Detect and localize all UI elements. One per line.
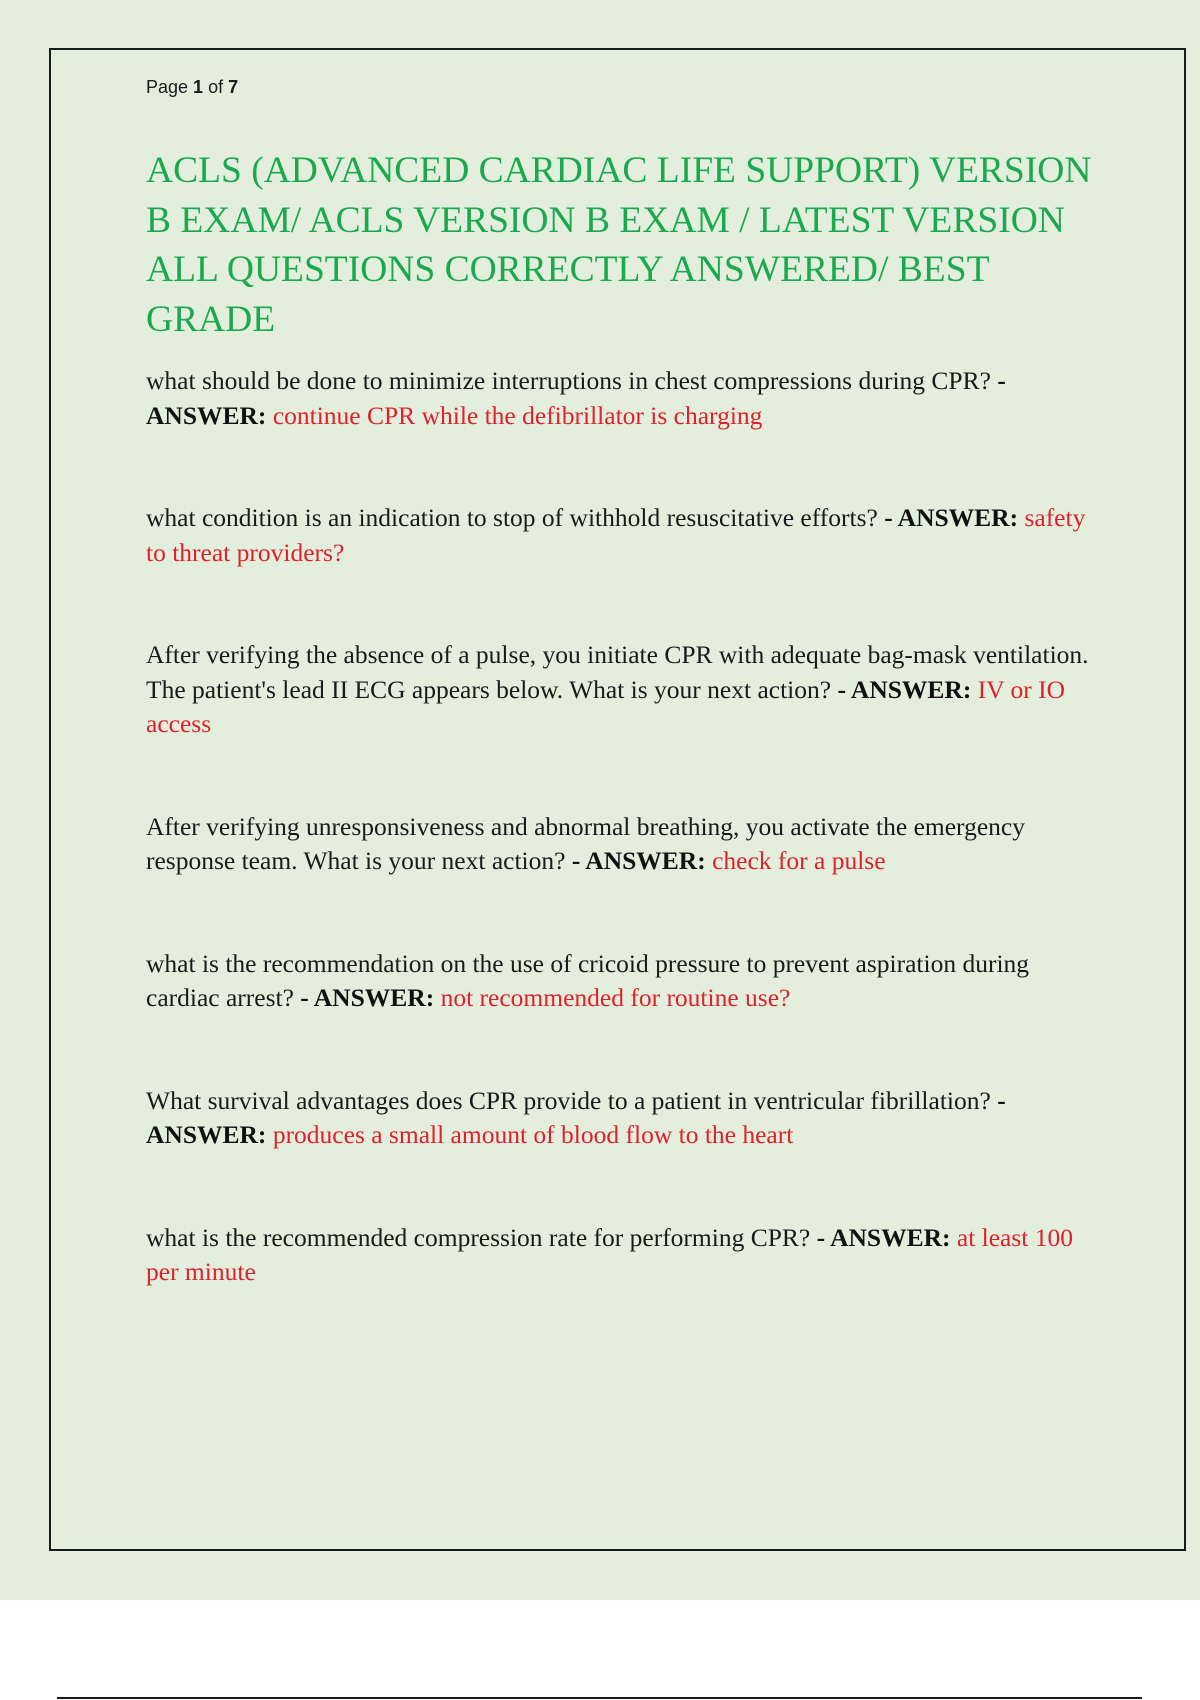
question-text: what is the recommendation on the use of cricoid pressure to prevent aspiration during cardiac arrest?: [146, 948, 1030, 1012]
question-text: After verifying unresponsiveness and abnormal breathing, you activate the emergency response team. What is your next action?: [146, 811, 1025, 875]
question-item: [146, 638, 1091, 742]
question-item: [146, 501, 1091, 570]
page-number-total: 7: [228, 77, 239, 97]
answer-label: - ANSWER:: [884, 503, 1019, 532]
question-item: [146, 947, 1091, 1016]
document-title: ACLS (ADVANCED CARDIAC LIFE SUPPORT) VERSION B EXAM/ ACLS VERSION B EXAM / LATEST VERSION ALL QUESTIONS CORRECTLY ANSWERED/ BEST GRADE: [146, 150, 1092, 340]
answer-text: IV or IO access: [146, 674, 1066, 738]
question-text: What survival advantages does CPR provide to a patient in ventricular fibrillation?: [146, 1085, 991, 1115]
question-item: [146, 364, 1091, 433]
page-number: [146, 72, 1096, 102]
answer-text: produces a small amount of blood flow to the heart: [272, 1120, 794, 1149]
question-item: [146, 1084, 1091, 1153]
page-number-current: 1: [193, 77, 204, 97]
footer-divider: [57, 1697, 1142, 1699]
page-content: [146, 72, 1096, 1290]
question-text: what condition is an indication to stop of withhold resuscitative efforts?: [146, 503, 878, 532]
question-item: [146, 1221, 1091, 1290]
answer-text: not recommended for routine use?: [440, 983, 791, 1012]
answer-label: - ANSWER:: [146, 366, 1006, 430]
answer-label: - ANSWER:: [300, 983, 435, 1012]
answer-label: - ANSWER:: [146, 1085, 1006, 1149]
question-item: [146, 810, 1091, 879]
answer-label: - ANSWER:: [837, 674, 972, 704]
question-text: what should be done to minimize interruptions in chest compressions during CPR?: [146, 366, 991, 395]
answer-label: - ANSWER:: [816, 1222, 951, 1252]
page-number-prefix: Page: [146, 77, 194, 97]
answer-label: - ANSWER:: [571, 846, 706, 875]
answer-text: continue CPR while the defibrillator is charging: [272, 400, 763, 430]
answer-text: at least 100 per minute: [146, 1222, 1074, 1286]
page-number-separator: of: [203, 77, 229, 97]
question-text: After verifying the absence of a pulse, you initiate CPR with adequate bag-mask ventilation. The patient's lead II ECG appears below. What is your next action?: [146, 640, 1089, 704]
question-list: [146, 364, 1096, 1290]
answer-text: safety to threat providers?: [146, 503, 1086, 567]
answer-text: check for a pulse: [712, 846, 886, 875]
question-text: what is the recommended compression rate for performing CPR?: [146, 1222, 811, 1252]
